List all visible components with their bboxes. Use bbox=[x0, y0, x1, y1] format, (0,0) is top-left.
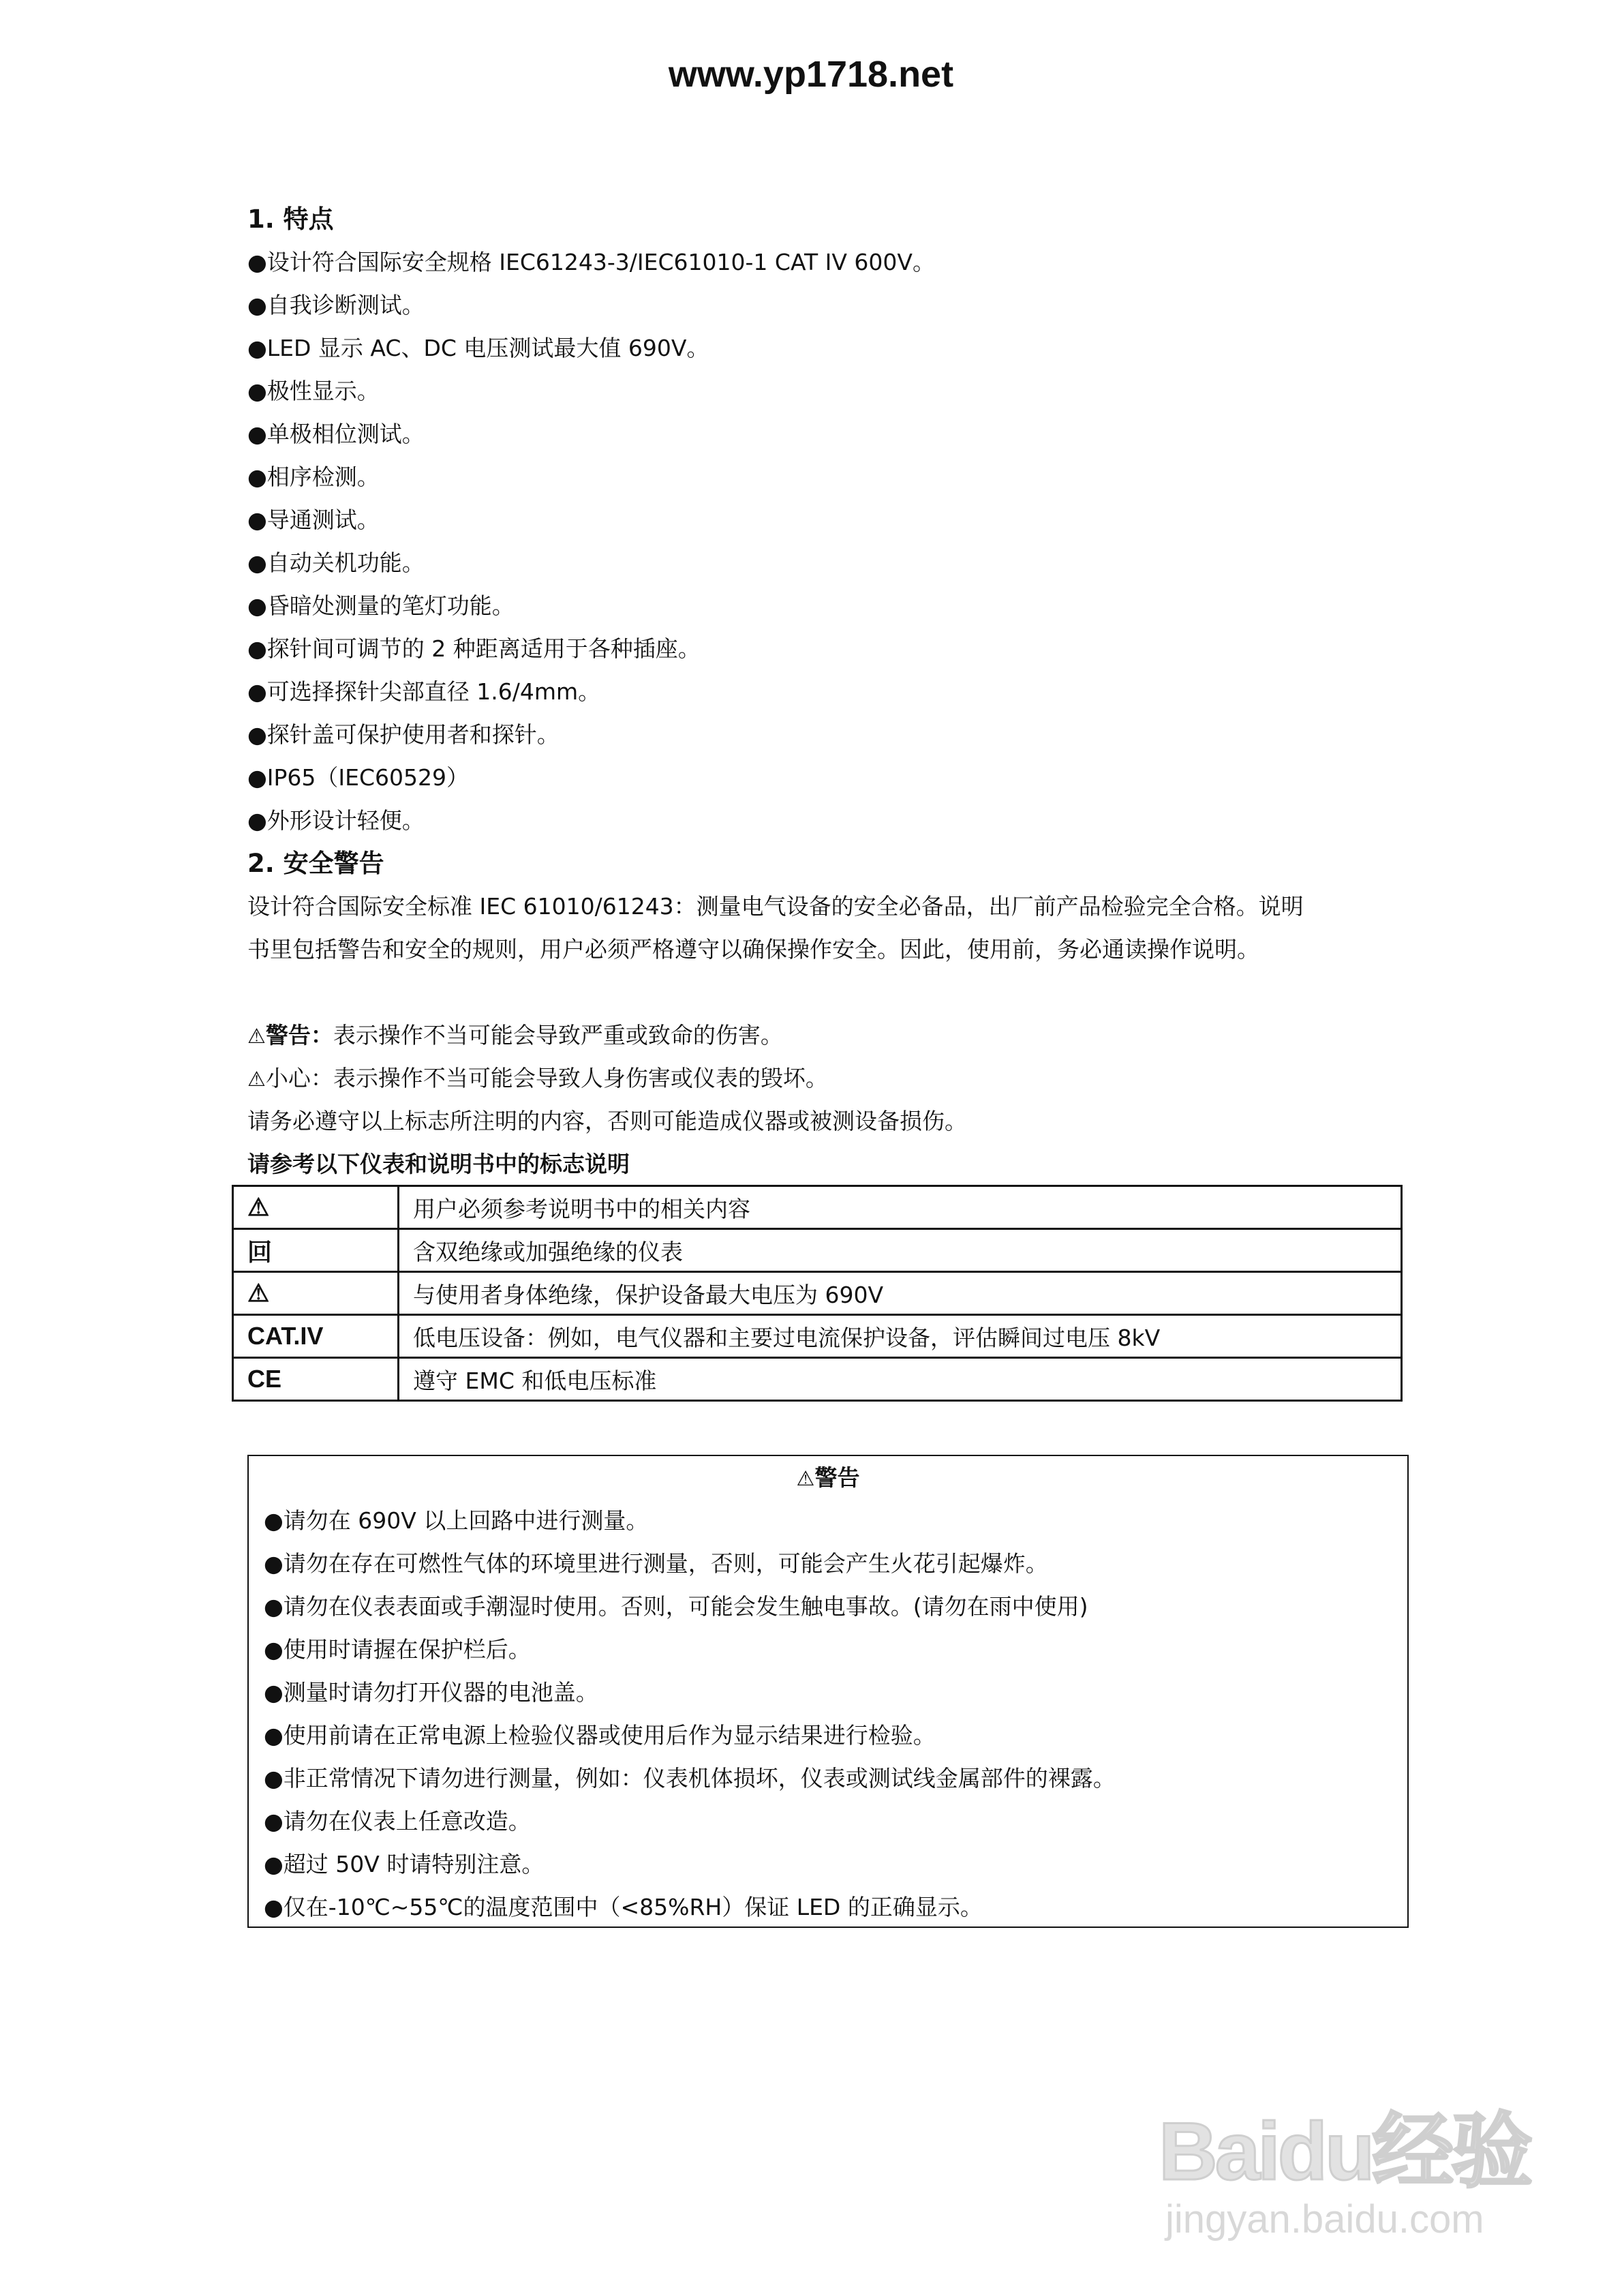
list-item: ●IP65（IEC60529） bbox=[247, 764, 470, 791]
list-item: ●昏暗处测量的笔灯功能。 bbox=[247, 592, 515, 619]
symbol-desc: 与使用者身体绝缘，保护设备最大电压为 690V bbox=[399, 1272, 1402, 1315]
list-item: ●外形设计轻便。 bbox=[247, 807, 425, 834]
list-item: ●超过 50V 时请特别注意。 bbox=[264, 1851, 545, 1877]
list-item: ●设计符合国际安全规格 IEC61243-3/IEC61010-1 CAT IV 600V。 bbox=[247, 249, 935, 275]
document-body bbox=[247, 198, 1420, 1185]
list-item: ●使用前请在正常电源上检验仪器或使用后作为显示结果进行检验。 bbox=[264, 1722, 936, 1749]
list-item: ●请勿在仪表上任意改造。 bbox=[264, 1808, 531, 1834]
list-item: ●探针间可调节的 2 种距离适用于各种插座。 bbox=[247, 635, 701, 662]
table-row bbox=[233, 1186, 1402, 1229]
site-header: www.yp1718.net bbox=[668, 54, 954, 95]
warning-text: 表示操作不当可能会导致严重或致命的伤害。 bbox=[333, 1022, 783, 1048]
symbol-cat-iv: CAT.IV bbox=[233, 1315, 399, 1358]
watermark-url: jingyan.baidu.com bbox=[1165, 2197, 1484, 2241]
list-item: ●仅在-10℃~55℃的温度范围中（<85%RH）保证 LED 的正确显示。 bbox=[264, 1894, 983, 1920]
section-safety-title: 2. 安全警告 bbox=[247, 849, 384, 878]
table-row bbox=[233, 1358, 1402, 1401]
list-item: ●LED 显示 AC、DC 电压测试最大值 690V。 bbox=[247, 335, 709, 361]
caution-label: 小心： bbox=[265, 1065, 333, 1091]
symbol-double-insulation-icon: 回 bbox=[233, 1229, 399, 1272]
warning-box bbox=[247, 1455, 1409, 1928]
baidu-watermark bbox=[1159, 2086, 1540, 2256]
list-item: ●非正常情况下请勿进行测量，例如：仪表机体损坏，仪表或测试线金属部件的裸露。 bbox=[264, 1765, 1116, 1792]
symbols-table bbox=[232, 1185, 1403, 1402]
warning-triangle-icon: ⚠ bbox=[796, 1467, 815, 1491]
list-item: ●自我诊断测试。 bbox=[247, 292, 425, 318]
symbol-desc: 遵守 EMC 和低电压标准 bbox=[399, 1358, 1402, 1401]
table-row bbox=[233, 1272, 1402, 1315]
warning-box-title bbox=[249, 1456, 1407, 1499]
symbol-caution-icon: ⚠ bbox=[233, 1186, 399, 1229]
warning-label: 警告： bbox=[265, 1022, 333, 1048]
warning-box-title-text: 警告 bbox=[814, 1464, 860, 1491]
caution-text: 表示操作不当可能会导致人身伤害或仪表的毁坏。 bbox=[333, 1065, 828, 1091]
watermark-logo: Baidu经验 bbox=[1159, 2106, 1531, 2197]
features-list bbox=[247, 241, 1420, 842]
symbols-table-title: 请参考以下仪表和说明书中的标志说明 bbox=[247, 1151, 630, 1177]
warning-triangle-icon: ⚠ bbox=[247, 1025, 266, 1048]
symbol-desc: 用户必须参考说明书中的相关内容 bbox=[399, 1186, 1402, 1229]
symbol-insulated-icon: ⚠ bbox=[233, 1272, 399, 1315]
list-item: ●自动关机功能。 bbox=[247, 549, 425, 576]
paragraph-line: 设计符合国际安全标准 IEC 61010/61243：测量电气设备的安全必备品，出厂前产品检验完全合格。说明 bbox=[247, 893, 1304, 920]
symbol-desc: 含双绝缘或加强绝缘的仪表 bbox=[399, 1229, 1402, 1272]
warning-triangle-icon: ⚠ bbox=[247, 1068, 266, 1091]
notice-text: 请务必遵守以上标志所注明的内容，否则可能造成仪器或被测设备损伤。 bbox=[247, 1108, 967, 1134]
caution-definition bbox=[247, 1057, 1420, 1100]
symbol-desc: 低电压设备：例如，电气仪器和主要过电流保护设备，评估瞬间过电压 8kV bbox=[399, 1315, 1402, 1358]
table-row bbox=[233, 1315, 1402, 1358]
list-item: ●使用时请握在保护栏后。 bbox=[264, 1636, 531, 1663]
list-item: ●测量时请勿打开仪器的电池盖。 bbox=[264, 1679, 598, 1706]
list-item: ●探针盖可保护使用者和探针。 bbox=[247, 721, 560, 748]
list-item: ●导通测试。 bbox=[247, 507, 380, 533]
warning-definition bbox=[247, 1014, 1420, 1057]
list-item: ●请勿在 690V 以上回路中进行测量。 bbox=[264, 1507, 649, 1534]
section-features-title: 1. 特点 bbox=[247, 205, 334, 234]
list-item: ●请勿在仪表表面或手潮湿时使用。否则，可能会发生触电事故。(请勿在雨中使用) bbox=[264, 1593, 1088, 1620]
paragraph-line: 书里包括警告和安全的规则，用户必须严格遵守以确保操作安全。因此，使用前，务必通读操作说明。 bbox=[247, 936, 1259, 963]
symbol-ce: CE bbox=[233, 1358, 399, 1401]
list-item: ●可选择探针尖部直径 1.6/4mm。 bbox=[247, 678, 601, 705]
list-item: ●极性显示。 bbox=[247, 378, 380, 404]
list-item: ●相序检测。 bbox=[247, 464, 380, 490]
list-item: ●单极相位测试。 bbox=[247, 421, 425, 447]
list-item: ●请勿在存在可燃性气体的环境里进行测量，否则，可能会产生火花引起爆炸。 bbox=[264, 1550, 1048, 1577]
table-row bbox=[233, 1229, 1402, 1272]
